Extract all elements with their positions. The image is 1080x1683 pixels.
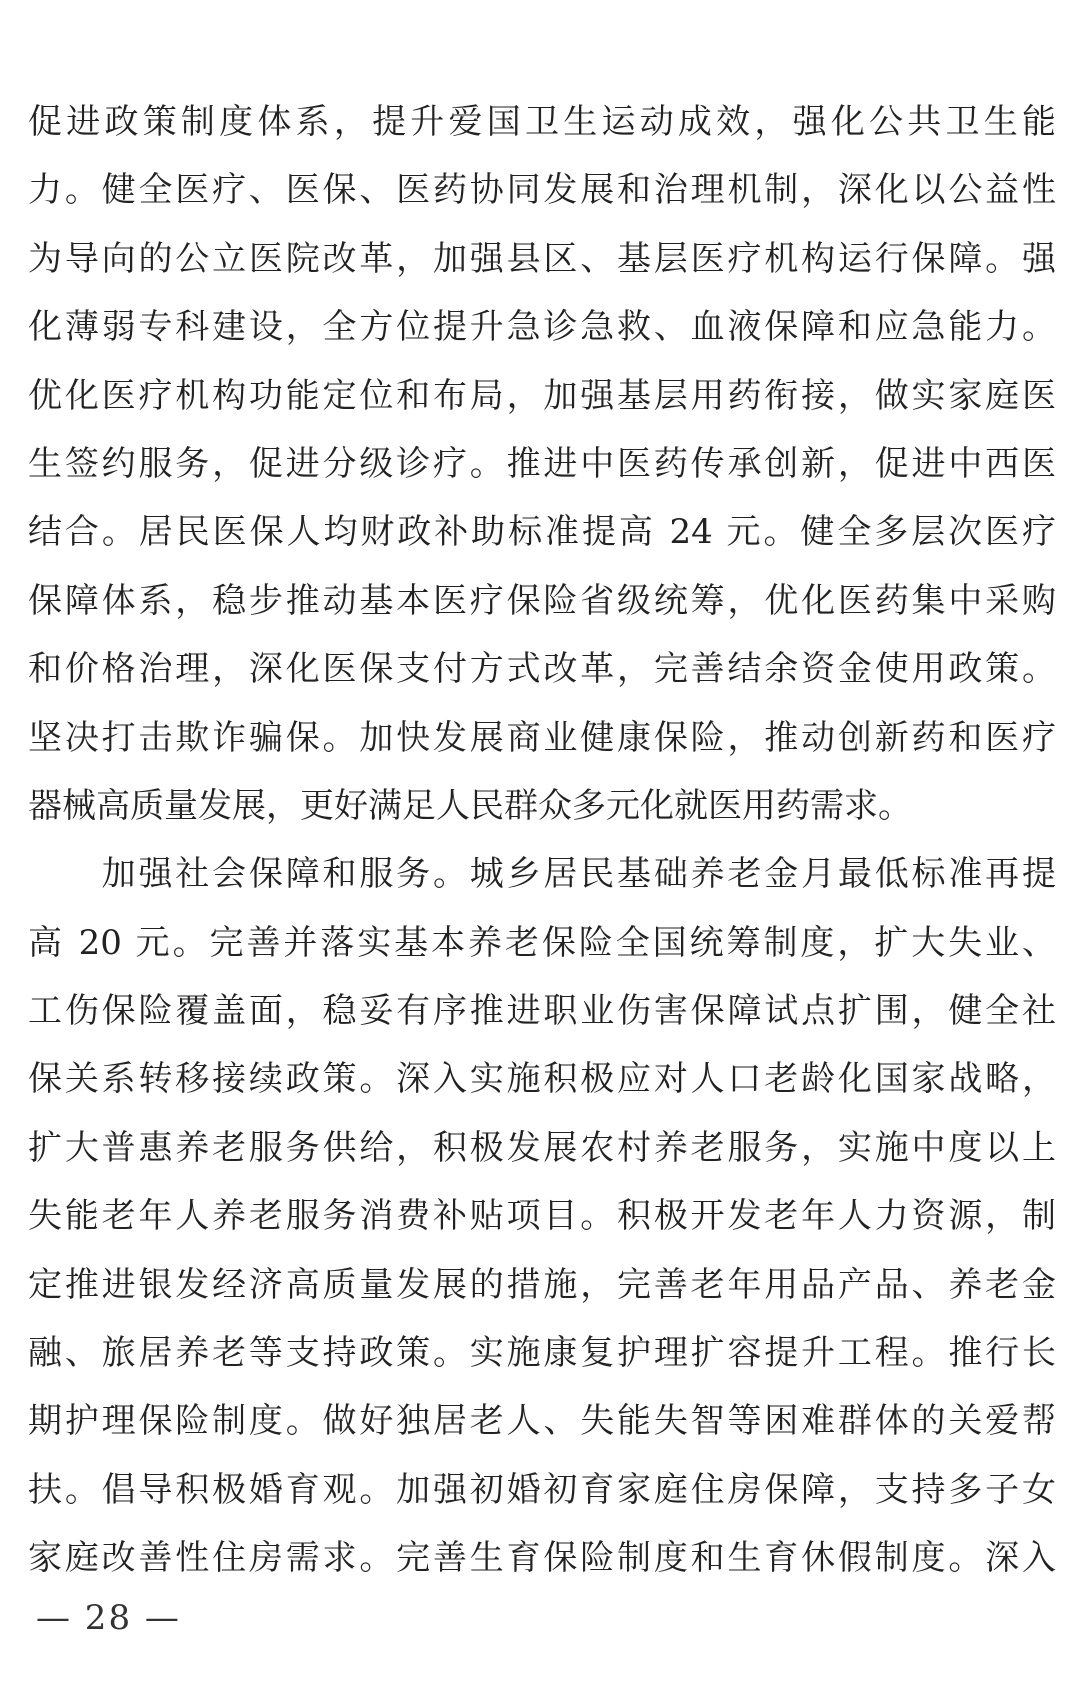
text-line: 融、旅居养老等支持政策。实施康复护理扩容提升工程。推行长 <box>28 1333 1056 1374</box>
text-line: 优化医疗机构功能定位和布局，加强基层用药衔接，做实家庭医 <box>28 375 1056 416</box>
body-text <box>28 88 1056 1593</box>
paragraph-1 <box>28 88 1056 840</box>
paragraph-2 <box>28 840 1056 1592</box>
text-line: 扩大普惠养老服务供给，积极发展农村养老服务，实施中度以上 <box>28 1127 1056 1168</box>
text-line: 化薄弱专科建设，全方位提升急诊急救、血液保障和应急能力。 <box>28 307 1056 348</box>
text-line: 和价格治理，深化医保支付方式改革，完善结余资金使用政策。 <box>28 649 1056 690</box>
text-line: 保关系转移接续政策。深入实施积极应对人口老龄化国家战略， <box>28 1059 1056 1100</box>
text-line: 期护理保险制度。做好独居老人、失能失智等困难群体的关爱帮 <box>28 1401 1056 1442</box>
text-line: 工伤保险覆盖面，稳妥有序推进职业伤害保障试点扩围，健全社 <box>28 991 1056 1032</box>
text-line: 生签约服务，促进分级诊疗。推进中医药传承创新，促进中西医 <box>28 443 1056 484</box>
text-line: 为导向的公立医院改革，加强县区、基层医疗机构运行保障。强 <box>28 238 1056 279</box>
text-line: 家庭改善性住房需求。完善生育保险制度和生育休假制度。深入 <box>28 1538 1056 1579</box>
text-line: 结合。居民医保人均财政补助标准提高 24 元。健全多层次医疗 <box>28 512 1056 553</box>
text-line: 力。健全医疗、医保、医药协同发展和治理机制，深化以公益性 <box>28 170 1056 211</box>
text-line: 定推进银发经济高质量发展的措施，完善老年用品产品、养老金 <box>28 1264 1056 1305</box>
text-line: 保障体系，稳步推动基本医疗保险省级统筹，优化医药集中采购 <box>28 580 1056 621</box>
text-line: 扶。倡导积极婚育观。加强初婚初育家庭住房保障，支持多子女 <box>28 1469 1056 1510</box>
text-line: 坚决打击欺诈骗保。加快发展商业健康保险，推动创新药和医疗 <box>28 717 1056 758</box>
page-number: — 28 — <box>36 1598 181 1638</box>
text-line: 加强社会保障和服务。城乡居民基础养老金月最低标准再提 <box>28 854 1056 895</box>
text-line: 高 20 元。完善并落实基本养老保险全国统筹制度，扩大失业、 <box>28 922 1056 963</box>
text-line: 失能老年人养老服务消费补贴项目。积极开发老年人力资源，制 <box>28 1196 1056 1237</box>
text-line: 促进政策制度体系，提升爱国卫生运动成效，强化公共卫生能 <box>28 102 1056 142</box>
text-line: 器械高质量发展，更好满足人民群众多元化就医用药需求。 <box>28 785 912 826</box>
